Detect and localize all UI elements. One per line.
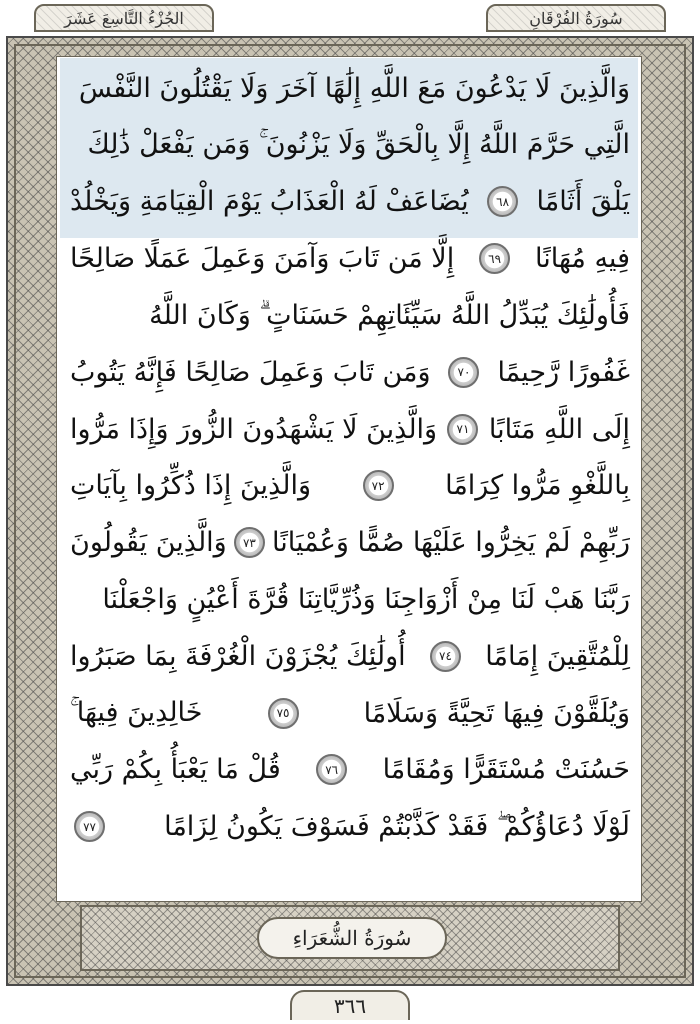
verse-text[interactable]: وَالَّذِينَ لَا يَشْهَدُونَ الزُّورَ وَإِذَا مَرُّوا	[70, 413, 438, 445]
ayah-number-marker[interactable]: ٧٣	[234, 527, 265, 558]
verse-text[interactable]: فِيهِ مُهَانًا	[535, 243, 630, 275]
verse-text[interactable]: يُضَاعَفْ لَهُ الْعَذَابُ يَوْمَ الْقِيَامَةِ وَيَخْلُدْ	[70, 186, 469, 218]
text-line	[70, 287, 630, 344]
page-header	[8, 0, 692, 38]
ayah-number-marker[interactable]: ٧٦	[316, 754, 347, 785]
surah-label: سُورَةُ الفُرْقَانِ	[486, 4, 666, 32]
verse-text[interactable]: وَالَّذِينَ يَقُولُونَ	[70, 527, 227, 559]
text-line	[70, 742, 630, 799]
text-line	[70, 571, 630, 628]
text-line	[70, 458, 630, 515]
verse-text[interactable]: أُولَٰئِكَ يُجْزَوْنَ الْغُرْفَةَ بِمَا صَبَرُوا	[70, 640, 406, 672]
ayah-number-marker[interactable]: ٦٩	[479, 243, 510, 274]
verse-text[interactable]: بِاللَّغْوِ مَرُّوا كِرَامًا	[445, 470, 630, 502]
verse-text[interactable]: يَلْقَ أَثَامًا	[536, 186, 630, 218]
verse-text[interactable]: لَوْلَا دُعَاؤُكُمْ ۖ فَقَدْ كَذَّبْتُمْ فَسَوْفَ يَكُونُ لِزَامًا	[164, 810, 630, 842]
verse-text[interactable]: وَيُلَقَّوْنَ فِيهَا تَحِيَّةً وَسَلَامًا	[363, 697, 630, 729]
text-line	[70, 230, 630, 287]
text-line	[70, 401, 630, 458]
text-line	[70, 60, 630, 117]
text-line	[70, 174, 630, 231]
verse-text[interactable]: فَأُولَٰئِكَ يُبَدِّلُ اللَّهُ سَيِّئَاتِهِمْ حَسَنَاتٍ ۗ وَكَانَ اللَّهُ	[149, 299, 630, 331]
quran-text	[70, 60, 630, 855]
verse-text[interactable]: لِلْمُتَّقِينَ إِمَامًا	[485, 640, 630, 672]
text-line	[70, 514, 630, 571]
juz-label: الجُزْءُ التَّاسِعَ عَشَرَ	[34, 4, 214, 32]
verse-text[interactable]: حَسُنَتْ مُسْتَقَرًّا وَمُقَامًا	[382, 754, 630, 786]
ayah-number-marker[interactable]: ٧٢	[363, 470, 394, 501]
text-line	[70, 344, 630, 401]
ayah-number-marker[interactable]: ٧٧	[74, 811, 105, 842]
ayah-number-marker[interactable]: ٧٤	[430, 641, 461, 672]
verse-text[interactable]: إِلَى اللَّهِ مَتَابًا	[488, 413, 630, 445]
verse-text[interactable]: رَبِّهِمْ لَمْ يَخِرُّوا عَلَيْهَا صُمًّا وَعُمْيَانًا	[272, 527, 630, 559]
verse-text[interactable]: رَبَّنَا هَبْ لَنَا مِنْ أَزْوَاجِنَا وَذُرِّيَّاتِنَا قُرَّةَ أَعْيُنٍ وَاجْعَلْنَا	[102, 584, 630, 616]
verse-text[interactable]: الَّتِي حَرَّمَ اللَّهُ إِلَّا بِالْحَقِّ وَلَا يَزْنُونَ ۚ وَمَن يَفْعَلْ ذَٰلِكَ	[87, 129, 630, 161]
verse-text[interactable]: إِلَّا مَن تَابَ وَآمَنَ وَعَمِلَ عَمَلًا صَالِحًا	[70, 243, 455, 275]
verse-text[interactable]: وَمَن تَابَ وَعَمِلَ صَالِحًا فَإِنَّهُ يَتُوبُ	[70, 356, 431, 388]
verse-text[interactable]: وَالَّذِينَ إِذَا ذُكِّرُوا بِآيَاتِ	[70, 470, 312, 502]
ayah-number-marker[interactable]: ٦٨	[487, 186, 518, 217]
ayah-number-marker[interactable]: ٧٠	[448, 357, 479, 388]
surah-banner	[80, 905, 620, 971]
ayah-number-marker[interactable]: ٧١	[447, 414, 478, 445]
verse-text[interactable]: خَالِدِينَ فِيهَا ۚ	[70, 697, 203, 729]
text-line	[70, 628, 630, 685]
text-line	[70, 685, 630, 742]
text-line	[70, 117, 630, 174]
verse-text[interactable]: وَالَّذِينَ لَا يَدْعُونَ مَعَ اللَّهِ إِلَٰهًا آخَرَ وَلَا يَقْتُلُونَ النَّفْسَ	[78, 72, 630, 104]
verse-text[interactable]: غَفُورًا رَّحِيمًا	[497, 356, 630, 388]
text-line	[70, 798, 630, 855]
next-surah-title: سُورَةُ الشُّعَرَاءِ	[257, 917, 447, 959]
page-number: ٣٦٦	[290, 990, 410, 1020]
ayah-number-marker[interactable]: ٧٥	[268, 698, 299, 729]
verse-text[interactable]: قُلْ مَا يَعْبَأُ بِكُمْ رَبِّي	[70, 754, 281, 786]
